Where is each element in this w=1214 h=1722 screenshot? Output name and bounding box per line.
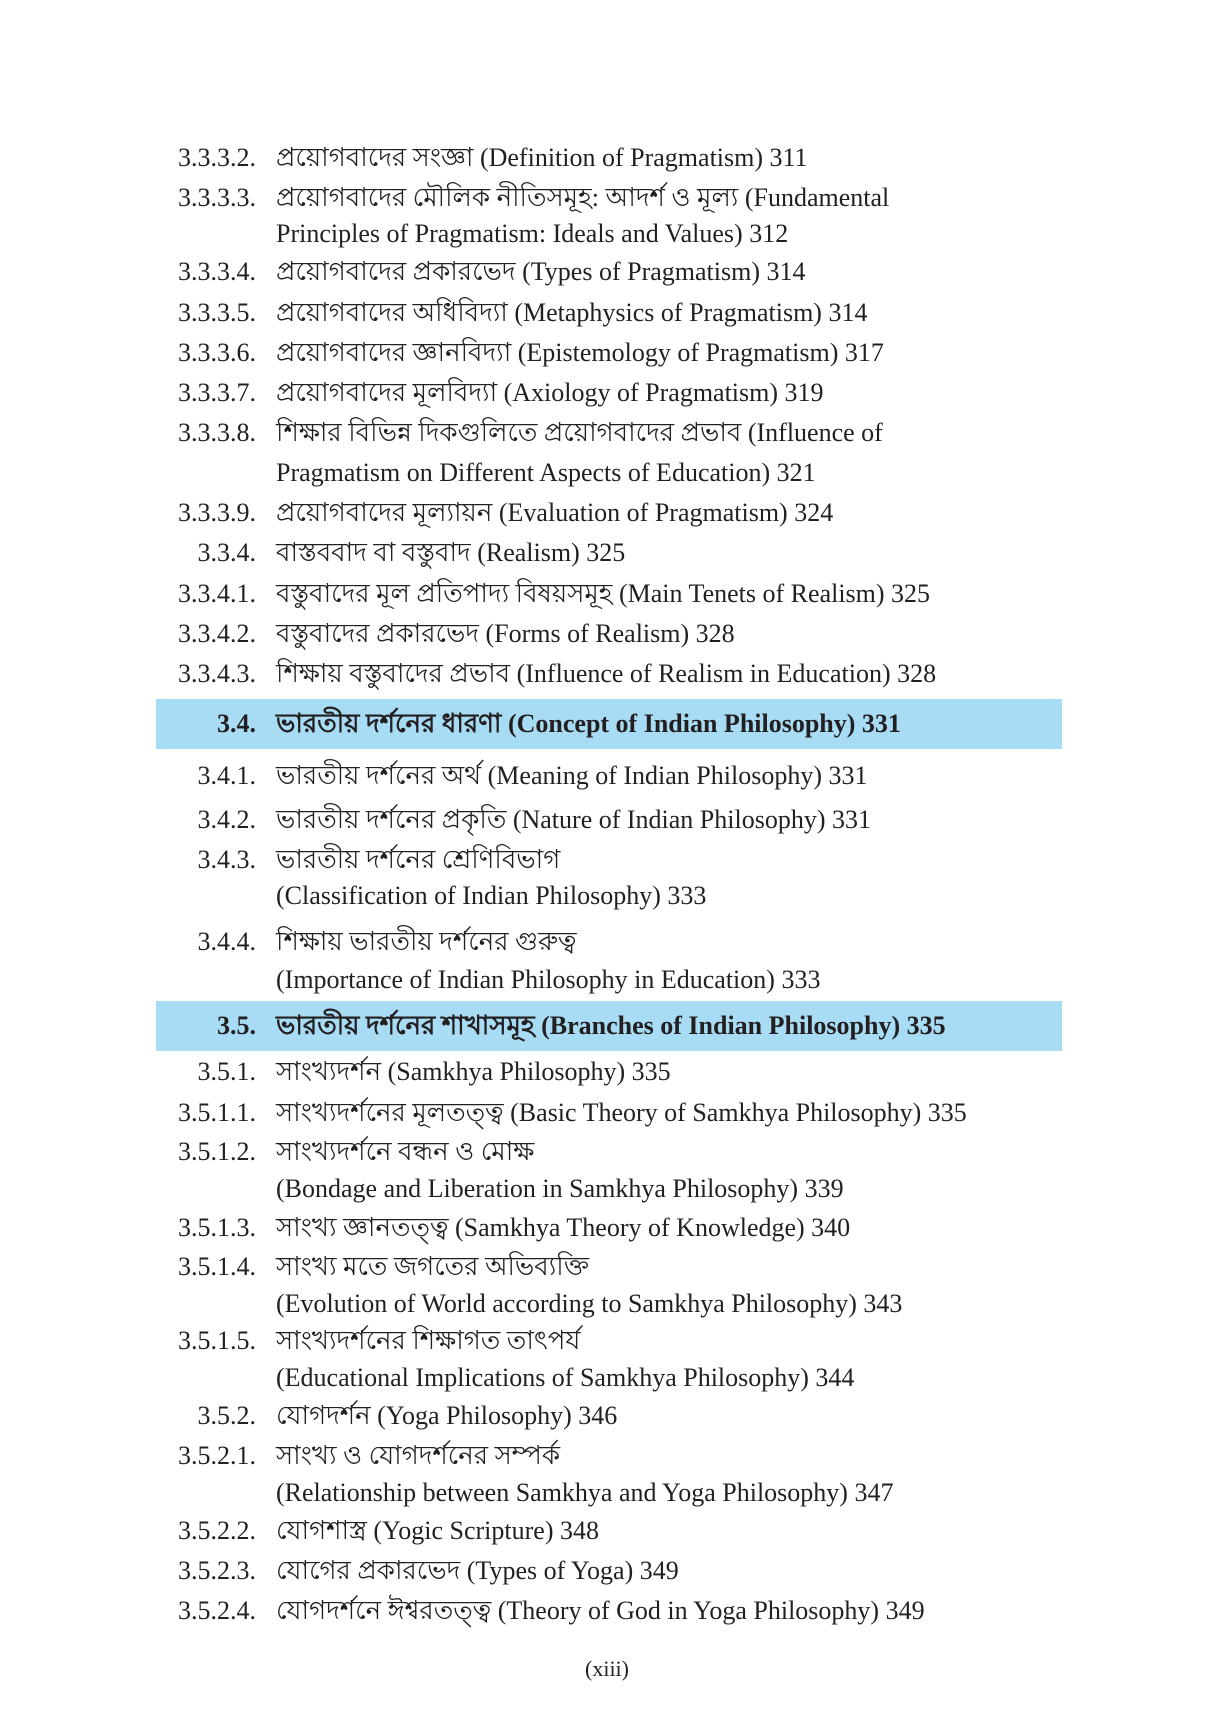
toc-entry <box>0 1132 1214 1172</box>
toc-entry <box>0 1473 1214 1513</box>
toc-entry <box>0 493 1214 533</box>
entry-title-continuation: Pragmatism on Different Aspects of Education) 321 <box>276 458 816 487</box>
entry-title: প্রয়োগবাদের সংজ্ঞা (Definition of Pragmatism) 311 <box>276 143 808 172</box>
section-number: 3.3.3.2. <box>178 143 256 172</box>
toc-entry <box>0 756 1214 796</box>
entry-title: ভারতীয় দর্শনের অর্থ (Meaning of Indian Philosophy) 331 <box>276 761 868 790</box>
section-number: 3.4. <box>217 709 256 738</box>
section-number: 3.5. <box>217 1011 256 1040</box>
toc-entry <box>0 1169 1214 1209</box>
toc-entry <box>0 1396 1214 1436</box>
toc-entry <box>0 1511 1214 1551</box>
entry-title: শিক্ষায় বস্তুবাদের প্রভাব (Influence of Realism in Education) 328 <box>276 659 937 688</box>
toc-entry <box>0 1551 1214 1591</box>
section-number: 3.4.4. <box>197 927 256 956</box>
entry-title: বস্তুবাদের মূল প্রতিপাদ্য বিষয়সমূহ (Main Tenets of Realism) 325 <box>276 579 931 608</box>
entry-title: ভারতীয় দর্শনের প্রকৃতি (Nature of Indian Philosophy) 331 <box>276 805 871 834</box>
section-number: 3.4.1. <box>197 761 256 790</box>
section-number: 3.3.3.5. <box>178 298 256 327</box>
entry-title: সাংখ্য মতে জগতের অভিব্যক্তি <box>276 1252 590 1281</box>
toc-entry <box>0 1247 1214 1287</box>
toc-entry <box>0 840 1214 880</box>
section-number: 3.5.2.1. <box>178 1441 256 1470</box>
entry-title: সাংখ্য জ্ঞানতত্ত্ব (Samkhya Theory of Knowledge) 340 <box>276 1213 851 1242</box>
section-number: 3.3.3.7. <box>178 378 256 407</box>
entry-title-continuation: (Relationship between Samkhya and Yoga Philosophy) 347 <box>276 1478 894 1507</box>
entry-title: সাংখ্যদর্শনের মূলতত্ত্ব (Basic Theory of Samkhya Philosophy) 335 <box>276 1098 967 1127</box>
toc-entry <box>0 178 1214 218</box>
toc-entry <box>0 1052 1214 1092</box>
toc-entry <box>0 1321 1214 1361</box>
entry-title: প্রয়োগবাদের অধিবিদ্যা (Metaphysics of Pragmatism) 314 <box>276 298 868 327</box>
toc-entry <box>0 138 1214 178</box>
section-number: 3.5.1.3. <box>178 1213 256 1242</box>
entry-title: প্রয়োগবাদের প্রকারভেদ (Types of Pragmatism) 314 <box>276 257 806 286</box>
entry-title-continuation: (Importance of Indian Philosophy in Education) 333 <box>276 965 821 994</box>
toc-entry <box>0 1358 1214 1398</box>
section-number: 3.5.1.1. <box>178 1098 256 1127</box>
page-number: (xiii) <box>585 1656 629 1681</box>
toc-entry <box>0 574 1214 614</box>
toc-entry <box>0 1591 1214 1631</box>
entry-title: সাংখ্যদর্শন (Samkhya Philosophy) 335 <box>276 1057 671 1086</box>
entry-title: শিক্ষায় ভারতীয় দর্শনের গুরুত্ব <box>276 927 577 956</box>
toc-entry <box>0 333 1214 373</box>
entry-title: যোগশাস্ত্র (Yogic Scripture) 348 <box>276 1516 599 1545</box>
toc-entry <box>0 800 1214 840</box>
section-number: 3.3.3.4. <box>178 257 256 286</box>
section-number: 3.3.4.2. <box>178 619 256 648</box>
entry-title: সাংখ্যদর্শনের শিক্ষাগত তাৎপর্য <box>276 1326 581 1355</box>
toc-entry <box>0 214 1214 254</box>
section-number: 3.5.2.2. <box>178 1516 256 1545</box>
toc-heading <box>0 1006 1214 1046</box>
entry-title: শিক্ষার বিভিন্ন দিকগুলিতে প্রয়োগবাদের প্রভাব (Influence of <box>276 418 883 447</box>
section-number: 3.4.3. <box>197 845 256 874</box>
toc-entry <box>0 1093 1214 1133</box>
entry-title: যোগদর্শন (Yoga Philosophy) 346 <box>276 1401 618 1430</box>
entry-title: প্রয়োগবাদের জ্ঞানবিদ্যা (Epistemology of Pragmatism) 317 <box>276 338 884 367</box>
toc-entry <box>0 293 1214 333</box>
section-number: 3.5.2.4. <box>178 1596 256 1625</box>
entry-title-continuation: (Evolution of World according to Samkhya Philosophy) 343 <box>276 1289 903 1318</box>
toc-heading <box>0 704 1214 744</box>
toc-entry <box>0 1436 1214 1476</box>
toc-entry <box>0 876 1214 916</box>
entry-title: প্রয়োগবাদের মৌলিক নীতিসমূহ: আদর্শ ও মূল্য (Fundamental <box>276 183 890 212</box>
toc-entry <box>0 960 1214 1000</box>
section-number: 3.5.1.2. <box>178 1137 256 1166</box>
entry-title-continuation: (Classification of Indian Philosophy) 333 <box>276 881 707 910</box>
section-number: 3.4.2. <box>197 805 256 834</box>
toc-entry <box>0 922 1214 962</box>
toc-entry <box>0 373 1214 413</box>
entry-title: প্রয়োগবাদের মূল্যায়ন (Evaluation of Pragmatism) 324 <box>276 498 834 527</box>
toc-entry <box>0 654 1214 694</box>
entry-title-continuation: (Bondage and Liberation in Samkhya Philosophy) 339 <box>276 1174 844 1203</box>
toc-entry <box>0 533 1214 573</box>
entry-title: সাংখ্য ও যোগদর্শনের সম্পর্ক <box>276 1441 561 1470</box>
toc-entry <box>0 1284 1214 1324</box>
entry-title: যোগের প্রকারভেদ (Types of Yoga) 349 <box>276 1556 679 1585</box>
section-number: 3.5.1.4. <box>178 1252 256 1281</box>
entry-title: ভারতীয় দর্শনের শাখাসমূহ (Branches of Indian Philosophy) 335 <box>276 1011 946 1040</box>
section-number: 3.3.4.3. <box>178 659 256 688</box>
section-number: 3.5.1.5. <box>178 1326 256 1355</box>
section-number: 3.3.3.9. <box>178 498 256 527</box>
section-number: 3.3.4.1. <box>178 579 256 608</box>
section-number: 3.5.2. <box>197 1401 256 1430</box>
entry-title-continuation: Principles of Pragmatism: Ideals and Values) 312 <box>276 219 789 248</box>
toc-entry <box>0 614 1214 654</box>
section-number: 3.3.3.6. <box>178 338 256 367</box>
entry-title: যোগদর্শনে ঈশ্বরতত্ত্ব (Theory of God in Yoga Philosophy) 349 <box>276 1596 925 1625</box>
section-number: 3.3.3.8. <box>178 418 256 447</box>
entry-title: বাস্তববাদ বা বস্তুবাদ (Realism) 325 <box>276 538 626 567</box>
entry-title: ভারতীয় দর্শনের শ্রেণিবিভাগ <box>276 845 561 874</box>
entry-title: বস্তুবাদের প্রকারভেদ (Forms of Realism) 328 <box>276 619 735 648</box>
toc-entry <box>0 1208 1214 1248</box>
section-number: 3.3.4. <box>197 538 256 567</box>
section-number: 3.3.3.3. <box>178 183 256 212</box>
entry-title: প্রয়োগবাদের মূলবিদ্যা (Axiology of Pragmatism) 319 <box>276 378 824 407</box>
section-number: 3.5.2.3. <box>178 1556 256 1585</box>
section-number: 3.5.1. <box>197 1057 256 1086</box>
entry-title: ভারতীয় দর্শনের ধারণা (Concept of Indian Philosophy) 331 <box>276 709 901 738</box>
toc-entry <box>0 453 1214 493</box>
entry-title: সাংখ্যদর্শনে বন্ধন ও মোক্ষ <box>276 1137 535 1166</box>
entry-title-continuation: (Educational Implications of Samkhya Philosophy) 344 <box>276 1363 855 1392</box>
toc-entry <box>0 252 1214 292</box>
toc-entry <box>0 413 1214 453</box>
